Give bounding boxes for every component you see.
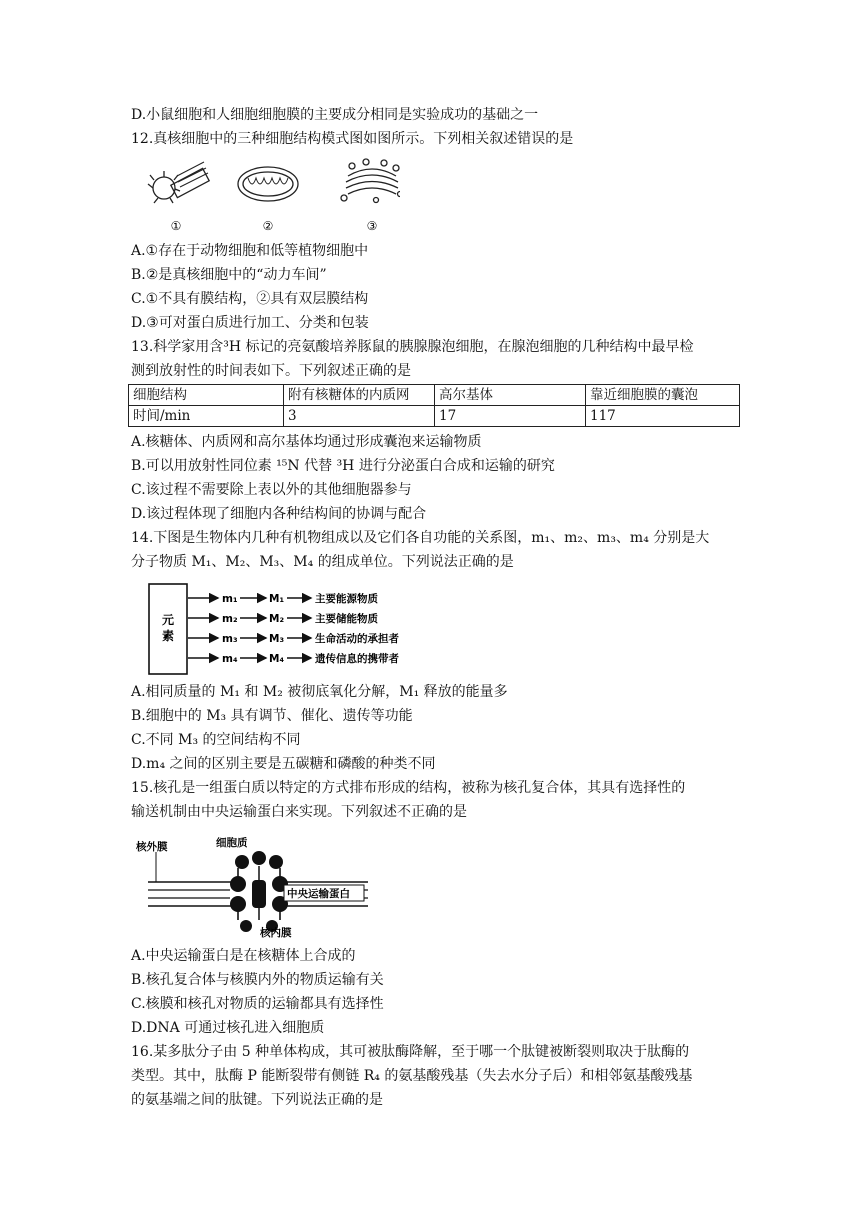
question-16-line1: 16.某多肽分子由 5 种单体构成，其可被肽酶降解，至于哪一个肽键被断裂则取决于肽酶的: [131, 1044, 690, 1060]
compound-row-3: [188, 632, 399, 645]
table-header-cell: 附有核糖体的内质网: [284, 385, 435, 406]
organic-compounds-diagram: [148, 582, 428, 676]
option-d-line: D.小鼠细胞和人细胞细胞膜的主要成分相同是实验成功的基础之一: [131, 107, 539, 123]
table-cell: 117: [586, 406, 740, 427]
macromolecule-label: M₁: [269, 593, 285, 605]
inner-membrane-label: 核内膜: [260, 927, 292, 938]
table-row: [129, 406, 740, 427]
central-transport-protein-label: 中央运输蛋白: [287, 888, 350, 900]
outer-membrane: [148, 868, 368, 882]
macromolecule-label: M₃: [269, 633, 285, 645]
function-label: 主要能源物质: [315, 593, 378, 605]
cytoplasm-label: 细胞质: [216, 837, 248, 849]
monomer-label: m₄: [222, 653, 238, 665]
compound-row-2: [188, 612, 378, 625]
figure-label-1: ①: [170, 219, 182, 233]
question-16-line3: 的氨基端之间的肽键。下列说法正确的是: [131, 1092, 383, 1108]
outer-membrane-label: 核外膜: [136, 841, 168, 853]
function-label: 主要储能物质: [315, 613, 378, 625]
figure-label-3: ③: [366, 219, 378, 233]
question-15-line2: 输送机制由中央运输蛋白来实现。下列叙述不正确的是: [131, 804, 467, 820]
question-14-line2: 分子物质 M₁、M₂、M₃、M₄ 的组成单位。下列说法正确的是: [131, 554, 514, 570]
question-14-line1: 14.下图是生物体内几种有机物组成以及它们各自功能的关系图，m₁、m₂、m₃、m₄ 分别是大: [131, 530, 710, 546]
element-label: 元: [161, 613, 175, 627]
table-header-cell: 高尔基体: [435, 385, 586, 406]
nuclear-pore-diagram: [134, 834, 370, 938]
q12-option-a: A.①存在于动物细胞和低等植物细胞中: [131, 243, 369, 259]
figure-label-2: ②: [262, 219, 274, 233]
mitochondrion-diagram: [238, 167, 298, 201]
question-15-line1: 15.核孔是一组蛋白质以特定的方式排布形成的结构，被称为核孔复合体，其具有选择性的: [131, 780, 686, 796]
macromolecule-label: M₂: [269, 613, 285, 625]
question-12: 12.真核细胞中的三种细胞结构模式图如图所示。下列相关叙述错误的是: [131, 131, 574, 147]
time-table: [128, 384, 740, 427]
table-header-cell: 靠近细胞膜的囊泡: [586, 385, 740, 406]
function-label: 生命活动的承担者: [315, 633, 399, 645]
cell-structures-figure: [140, 158, 400, 234]
function-label: 遗传信息的携带者: [315, 653, 399, 665]
inner-membrane: [148, 906, 368, 920]
table-header-cell: 细胞结构: [129, 385, 284, 406]
compound-row-4: [188, 652, 399, 665]
golgi-diagram: [341, 159, 400, 203]
q13-option-b: B.可以用放射性同位素 ¹⁵N 代替 ³H 进行分泌蛋白合成和运输的研究: [131, 458, 555, 474]
q12-option-c: C.①不具有膜结构，②具有双层膜结构: [131, 291, 369, 307]
table-cell: 3: [284, 406, 435, 427]
q13-option-d: D.该过程体现了细胞内各种结构间的协调与配合: [131, 506, 427, 522]
centriole-diagram: [148, 162, 209, 203]
compound-row-1: [188, 592, 378, 605]
q15-option-b: B.核孔复合体与核膜内外的物质运输有关: [131, 972, 384, 988]
q15-option-c: C.核膜和核孔对物质的运输都具有选择性: [131, 996, 384, 1012]
monomer-label: m₁: [222, 593, 238, 605]
table-row-label: 时间/min: [129, 406, 284, 427]
monomer-label: m₃: [222, 633, 238, 645]
table-cell: 17: [435, 406, 586, 427]
element-label: 素: [161, 629, 175, 643]
macromolecule-label: M₄: [269, 653, 285, 665]
q14-option-c: C.不同 M₃ 的空间结构不同: [131, 732, 301, 748]
q15-option-d: D.DNA 可通过核孔进入细胞质: [131, 1020, 325, 1036]
question-13-line2: 测到放射性的时间表如下。下列叙述正确的是: [131, 363, 411, 379]
q15-option-a: A.中央运输蛋白是在核糖体上合成的: [131, 948, 356, 964]
q13-option-c: C.该过程不需要除上表以外的其他细胞器参与: [131, 482, 412, 498]
question-13-line1: 13.科学家用含³H 标记的亮氨酸培养豚鼠的胰腺腺泡细胞，在腺泡细胞的几种结构中最早检: [131, 339, 694, 355]
q14-option-d: D.m₄ 之间的区别主要是五碳糖和磷酸的种类不同: [131, 756, 436, 772]
question-16-line2: 类型。其中，肽酶 P 能断裂带有侧链 R₄ 的氨基酸残基（失去水分子后）和相邻氨基酸残基: [131, 1068, 693, 1084]
q14-option-a: A.相同质量的 M₁ 和 M₂ 被彻底氧化分解，M₁ 释放的能量多: [131, 684, 508, 700]
table-header-row: [129, 385, 740, 406]
q12-option-d: D.③可对蛋白质进行加工、分类和包装: [131, 315, 369, 331]
monomer-label: m₂: [222, 613, 238, 625]
q13-option-a: A.核糖体、内质网和高尔基体均通过形成囊泡来运输物质: [131, 434, 482, 450]
q14-option-b: B.细胞中的 M₃ 具有调节、催化、遗传等功能: [131, 708, 413, 724]
q12-option-b: B.②是真核细胞中的“动力车间”: [131, 267, 327, 283]
